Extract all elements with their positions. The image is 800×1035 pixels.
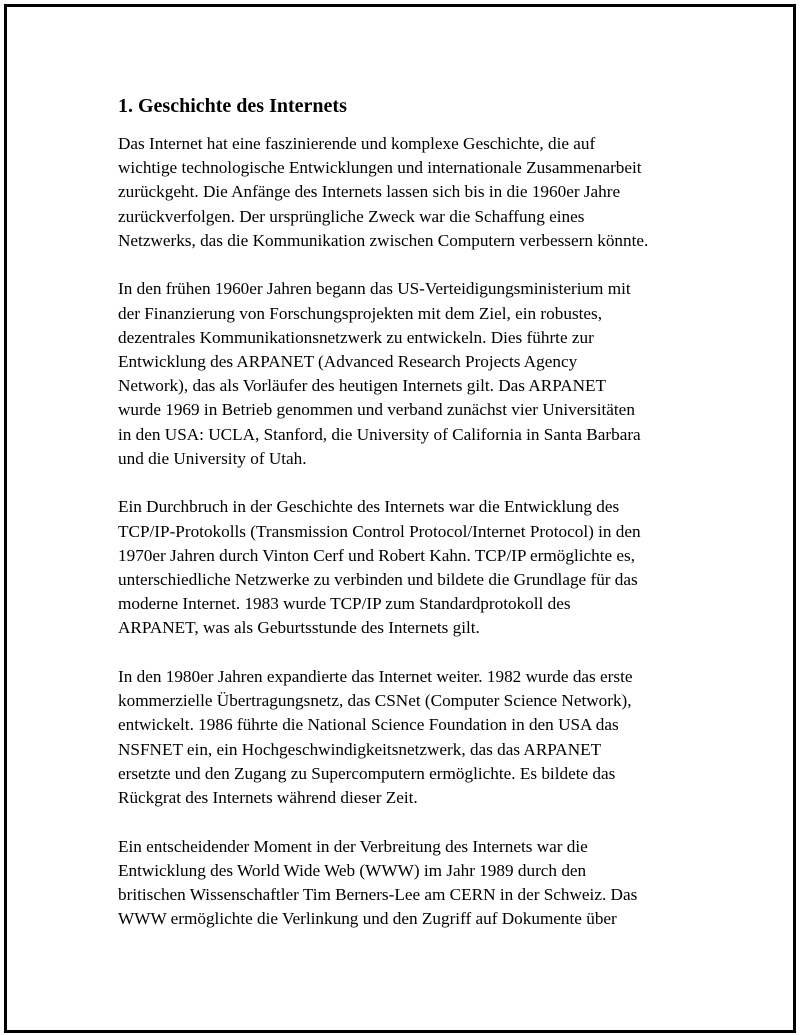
text-line: der Finanzierung von Forschungsprojekten mit dem Ziel, ein robustes, xyxy=(118,303,603,323)
text-line: zurückgeht. Die Anfänge des Internets lassen sich bis in die 1960er Jahre xyxy=(118,182,621,202)
text-line: ARPANET, was als Geburtsstunde des Internets gilt. xyxy=(118,618,480,638)
text-line: Ein entscheidender Moment in der Verbreitung des Internets war die xyxy=(118,836,588,856)
text-line: Netzwerks, das die Kommunikation zwischen Computern verbessern könnte. xyxy=(118,230,649,250)
text-line: NSFNET ein, ein Hochgeschwindigkeitsnetzwerk, das das ARPANET xyxy=(118,739,602,759)
text-line: zurückverfolgen. Der ursprüngliche Zweck war die Schaffung eines xyxy=(118,206,585,226)
paragraph-4 xyxy=(118,665,698,810)
paragraph-1 xyxy=(118,132,698,253)
text-line: ersetzte und den Zugang zu Supercomputern ermöglichte. Es bildete das xyxy=(118,763,616,783)
text-line: Das Internet hat eine faszinierende und komplexe Geschichte, die auf xyxy=(118,134,596,153)
text-line: Ein Durchbruch in der Geschichte des Internets war die Entwicklung des xyxy=(118,497,620,517)
text-line: In den 1980er Jahren expandierte das Internet weiter. 1982 wurde das erste xyxy=(118,667,633,687)
section-heading: 1. Geschichte des Internets xyxy=(118,95,347,117)
paragraph-3 xyxy=(118,495,698,640)
text-line: moderne Internet. 1983 wurde TCP/IP zum Standardprotokoll des xyxy=(118,594,571,614)
text-line: WWW ermöglichte die Verlinkung und den Zugriff auf Dokumente über xyxy=(118,909,617,929)
text-line: in den USA: UCLA, Stanford, die University of California in Santa Barbara xyxy=(118,424,641,444)
paragraph-2 xyxy=(118,277,698,471)
text-line: dezentrales Kommunikationsnetzwerk zu entwickeln. Dies führte zur xyxy=(118,327,594,347)
text-line: Rückgrat des Internets während dieser Zeit. xyxy=(118,788,418,808)
text-line: unterschiedliche Netzwerke zu verbinden und bildete die Grundlage für das xyxy=(118,570,638,590)
text-line: TCP/IP-Protokolls (Transmission Control Protocol/Internet Protocol) in den xyxy=(118,521,641,541)
text-line: und die University of Utah. xyxy=(118,448,307,468)
text-line: Entwicklung des World Wide Web (WWW) im Jahr 1989 durch den xyxy=(118,860,587,880)
text-line: wichtige technologische Entwicklungen und internationale Zusammenarbeit xyxy=(118,158,642,178)
text-line: In den frühen 1960er Jahren begann das US-Verteidigungsministerium mit xyxy=(118,279,631,299)
text-line: britischen Wissenschaftler Tim Berners-Lee am CERN in der Schweiz. Das xyxy=(118,885,638,905)
text-line: wurde 1969 in Betrieb genommen und verband zunächst vier Universitäten xyxy=(118,400,635,420)
text-line: 1970er Jahren durch Vinton Cerf und Robert Kahn. TCP/IP ermöglichte es, xyxy=(118,545,636,565)
text-line: entwickelt. 1986 führte die National Science Foundation in den USA das xyxy=(118,715,619,735)
document-body xyxy=(118,92,698,956)
text-line: kommerzielle Übertragungsnetz, das CSNet (Computer Science Network), xyxy=(118,691,632,711)
text-line: Entwicklung des ARPANET (Advanced Research Projects Agency xyxy=(118,352,578,372)
text-line: Network), das als Vorläufer des heutigen Internets gilt. Das ARPANET xyxy=(118,376,607,396)
paragraph-5 xyxy=(118,835,698,932)
